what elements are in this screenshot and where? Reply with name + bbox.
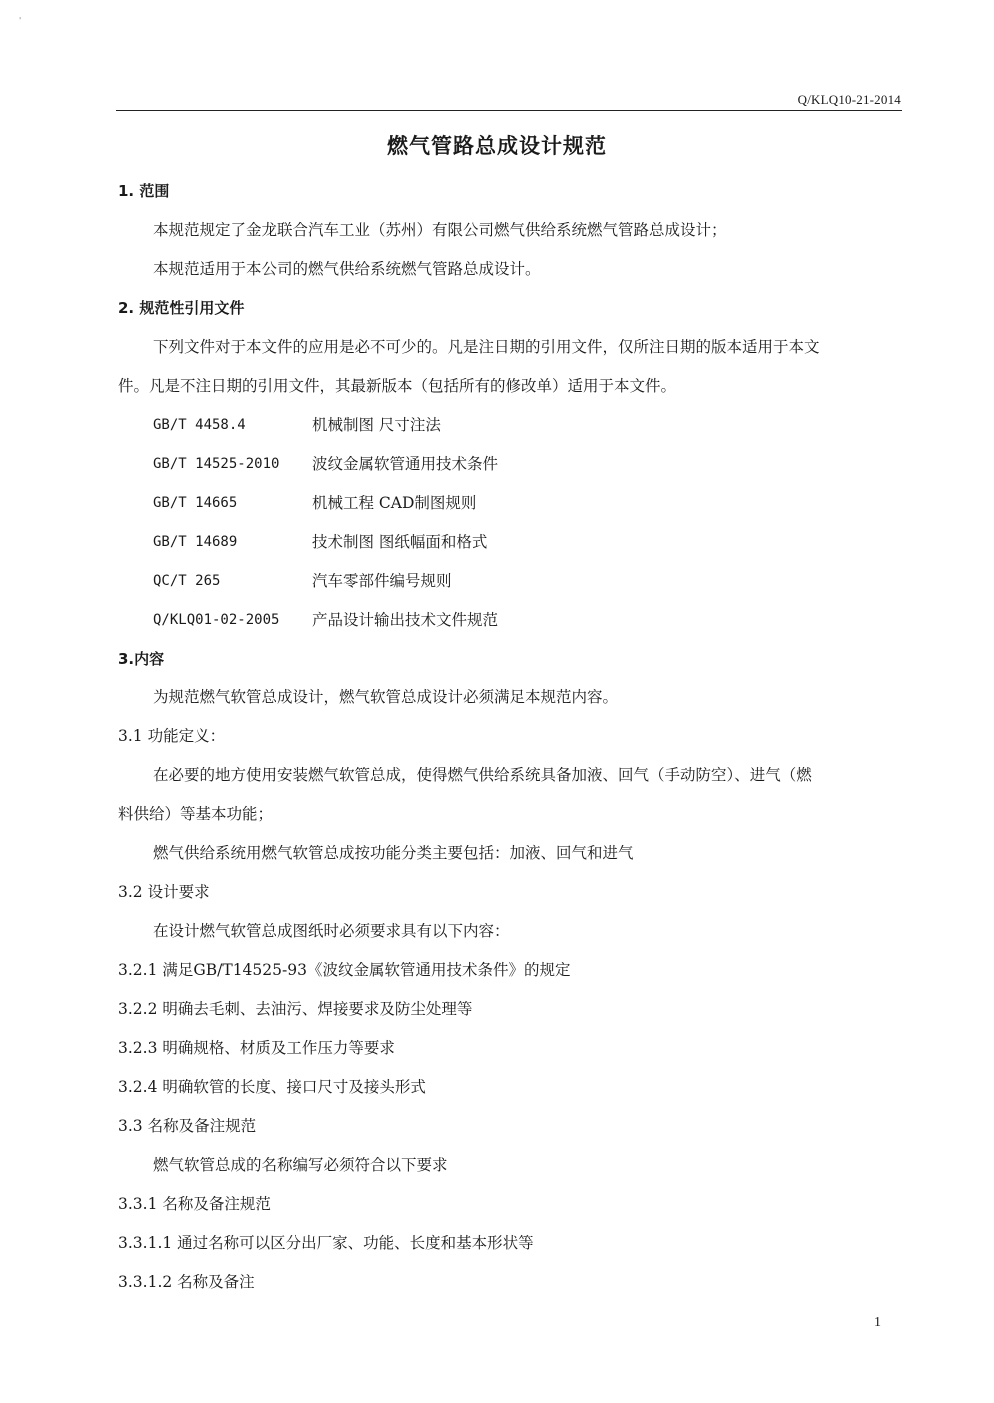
section-3-1-heading: 3.1 功能定义： [118,727,226,745]
reference-code: GB/T 14689 [153,534,238,550]
section-3-heading: 3.内容 [118,650,165,668]
section-2-paragraph-line-2: 件。凡是不注日期的引用文件，其最新版本（包括所有的修改单）适用于本文件。 [118,377,677,395]
section-3-1-paragraph-2: 燃气供给系统用燃气软管总成按功能分类主要包括：加液、回气和进气 [153,844,634,862]
section-3-paragraph-1: 为规范燃气软管总成设计，燃气软管总成设计必须满足本规范内容。 [153,688,619,706]
section-1-paragraph-1: 本规范规定了金龙联合汽车工业（苏州）有限公司燃气供给系统燃气管路总成设计； [153,221,727,239]
section-2-heading: 2. 规范性引用文件 [118,299,245,317]
reference-code: GB/T 14525-2010 [153,456,280,472]
item-3-3-1: 3.3.1 名称及备注规范 [118,1195,271,1213]
section-2-paragraph-line-1: 下列文件对于本文件的应用是必不可少的。凡是注日期的引用文件，仅所注日期的版本适用于本文 [153,338,820,356]
reference-title: 机械工程 CAD制图规则 [312,494,477,512]
item-3-2-2: 3.2.2 明确去毛刺、去油污、焊接要求及防尘处理等 [118,1000,473,1018]
section-3-3-paragraph-1: 燃气软管总成的名称编写必须符合以下要求 [153,1156,448,1174]
section-1-paragraph-2: 本规范适用于本公司的燃气供给系统燃气管路总成设计。 [153,260,541,278]
reference-title: 机械制图 尺寸注法 [312,416,441,434]
reference-title: 波纹金属软管通用技术条件 [312,455,499,473]
section-3-2-heading: 3.2 设计要求 [118,883,210,901]
reference-code: QC/T 265 [153,573,221,589]
item-3-2-3: 3.2.3 明确规格、材质及工作压力等要求 [118,1039,395,1057]
reference-code: GB/T 14665 [153,495,238,511]
document-code: Q/KLQ10-21-2014 [797,92,901,107]
item-3-3-1-1: 3.3.1.1 通过名称可以区分出厂家、功能、长度和基本形状等 [118,1234,534,1252]
reference-code: Q/KLQ01-02-2005 [153,612,280,628]
reference-code: GB/T 4458.4 [153,417,246,433]
section-3-2-paragraph-1: 在设计燃气软管总成图纸时必须要求具有以下内容： [153,922,510,940]
reference-title: 技术制图 图纸幅面和格式 [312,533,488,551]
page-title: 燃气管路总成设计规范 [387,134,607,158]
item-3-2-4: 3.2.4 明确软管的长度、接口尺寸及接头形式 [118,1078,426,1096]
section-3-3-heading: 3.3 名称及备注规范 [118,1117,257,1135]
item-3-3-1-2: 3.3.1.2 名称及备注 [118,1273,255,1291]
section-3-1-paragraph-line-1: 在必要的地方使用安装燃气软管总成，使得燃气供给系统具备加液、回气（手动防空）、进气（燃 [153,766,812,784]
header-rule [116,110,902,111]
item-3-2-1: 3.2.1 满足GB/T14525-93《波纹金属软管通用技术条件》的规定 [118,961,571,979]
reference-title: 汽车零部件编号规则 [312,572,452,590]
section-1-heading: 1. 范围 [118,182,170,200]
section-3-1-paragraph-line-2: 料供给）等基本功能； [118,805,274,823]
corner-mark: ' [19,16,22,25]
page-number: 1 [874,1315,881,1330]
reference-title: 产品设计输出技术文件规范 [312,611,499,629]
